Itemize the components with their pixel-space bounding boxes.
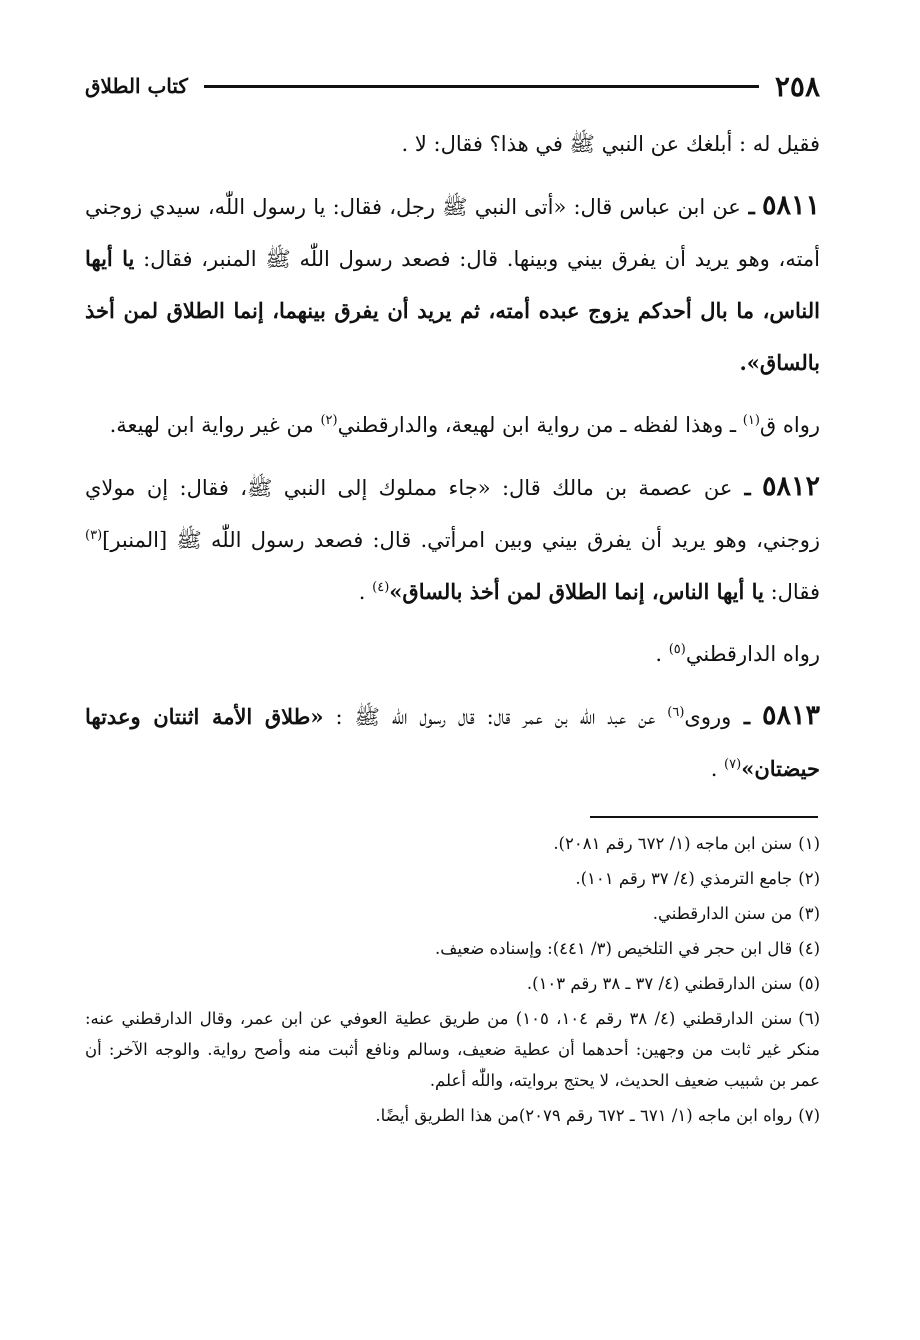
book-title: كتاب الطلاق <box>85 74 188 98</box>
footnotes <box>85 828 820 1135</box>
hadith-text: فقال: <box>763 580 820 604</box>
footnote-mark: (١) <box>798 834 820 853</box>
hadith-number: ٥٨١١ <box>761 190 820 221</box>
footnote-text: رواه ابن ماجه (١/ ٦٧١ ـ ٦٧٢ رقم ٢٠٧٩)من هذا الطريق أيضًا. <box>375 1106 793 1125</box>
footnote <box>85 863 820 894</box>
narration-text: رواه الدارقطني <box>685 642 820 666</box>
footnote-ref-6[interactable]: (٦) <box>667 705 685 720</box>
hadith-5811 <box>85 180 820 389</box>
footnote-ref-1[interactable]: (١) <box>742 413 760 428</box>
footnote <box>85 828 820 859</box>
quote-end: ». <box>739 350 760 375</box>
narration-text: . <box>655 642 669 666</box>
footnote-mark: (٥) <box>798 974 820 993</box>
dash-separator: ـ <box>731 704 751 729</box>
footnote-mark: (٧) <box>798 1106 820 1125</box>
footnote <box>85 968 820 999</box>
page-number: ٢٥٨ <box>774 69 820 103</box>
hadith-text: عن عصمة بن مالك قال: «جاء مملوك إلى النبي ﷺ، فقال: إن مولاي زوجني، وهو يريد أن يفرق بيني وبين امرأتي. قال: فصعد رسول اللّٰه ﷺ [المنبر] <box>85 476 820 552</box>
intro-paragraph <box>85 118 820 170</box>
hadith-quote: يا أيها الناس، إنما الطلاق لمن أخذ بالساق <box>402 579 764 604</box>
hadith-text: . <box>710 757 725 781</box>
footnote-ref-7[interactable]: (٧) <box>724 757 742 772</box>
footnote <box>85 1003 820 1096</box>
footnote-text: جامع الترمذي (٤/ ٣٧ رقم ١٠١). <box>575 869 793 888</box>
hadith-text: . <box>358 580 373 604</box>
footnote-text: من سنن الدارقطني. <box>652 904 793 923</box>
narration-note-1 <box>85 399 820 451</box>
narration-text: رواه ق <box>759 413 820 437</box>
footnote-mark: (٢) <box>798 869 820 888</box>
header-rule <box>204 85 759 88</box>
footnote-separator <box>590 816 818 818</box>
footnote <box>85 1100 820 1131</box>
footnote-text: سنن ابن ماجه (١/ ٦٧٢ رقم ٢٠٨١). <box>553 834 793 853</box>
intro-text: فقيل له : أبلغك عن النبي ﷺ في هذا؟ فقال: لا . <box>401 132 820 156</box>
narration-note-2 <box>85 628 820 680</box>
page-header <box>85 66 820 106</box>
hadith-quote: «طلاق الأمة اثنتان وعدتها حيضتان» <box>85 704 820 781</box>
hadith-5813 <box>85 690 820 795</box>
footnote-mark: (٦) <box>798 1009 820 1028</box>
footnote-text: سنن الدارقطني (٤/ ٣٧ ـ ٣٨ رقم ١٠٣). <box>526 974 793 993</box>
hadith-text: عن ابن عباس قال: «أتى النبي ﷺ رجل، فقال: يا رسول اللّٰه، سيدي زوجني أمته، وهو يريد أن يفرق بيني وبينها. قال: فصعد رسول اللّٰه ﷺ المنبر، فقال: <box>85 195 821 271</box>
quote-end: » <box>389 579 403 604</box>
hadith-5812 <box>85 461 820 618</box>
footnote-ref-5[interactable]: (٥) <box>668 642 686 657</box>
footnote-ref-3[interactable]: (٣) <box>85 528 103 543</box>
footnote-mark: (٤) <box>798 939 820 958</box>
footnote <box>85 933 820 964</box>
hadith-quote: يا أيها الناس، ما بال أحدكم يزوج عبده أمته، ثم يريد أن يفرق بينهما، إنما الطلاق لمن أخذ بالساق <box>85 246 820 375</box>
dash-separator: ـ <box>740 194 755 219</box>
narration-text: من غير رواية ابن لهيعة. <box>109 413 321 437</box>
main-text <box>85 118 820 805</box>
narration-text: ـ وهذا لفظه ـ من رواية ابن لهيعة، والدارقطني <box>337 413 743 437</box>
footnote <box>85 898 820 929</box>
dash-separator: ـ <box>732 475 751 500</box>
footnote-text: سنن الدارقطني (٤/ ٣٨ رقم ١٠٤، ١٠٥) من طريق عطية العوفي عن ابن عمر، وقال الدارقطني عنه: منكر غير ثابت من وجهين: أحدهما أن عطية ضعيف، وسالم ونافع أثبت منه وأصح رواية. والوجه الآخر: أن عمر بن شبيب ضعيف الحديث، لا يحتج بروايته، واللّٰه أعلم. <box>85 1009 820 1090</box>
footnote-text: قال ابن حجر في التلخيص (٣/ ٤٤١): وإسناده ضعيف. <box>435 939 793 958</box>
hadith-number: ٥٨١٢ <box>761 471 820 502</box>
hadith-text: وروى <box>684 705 732 729</box>
hadith-number: ٥٨١٣ <box>761 700 820 731</box>
footnote-ref-4[interactable]: (٤) <box>372 580 390 595</box>
footnote-mark: (٣) <box>798 904 820 923</box>
hadith-text: عن عبد اللّٰه بن عمر قال: قال رسول اللّٰه ﷺ : <box>323 705 668 729</box>
footnote-ref-2[interactable]: (٢) <box>320 413 338 428</box>
